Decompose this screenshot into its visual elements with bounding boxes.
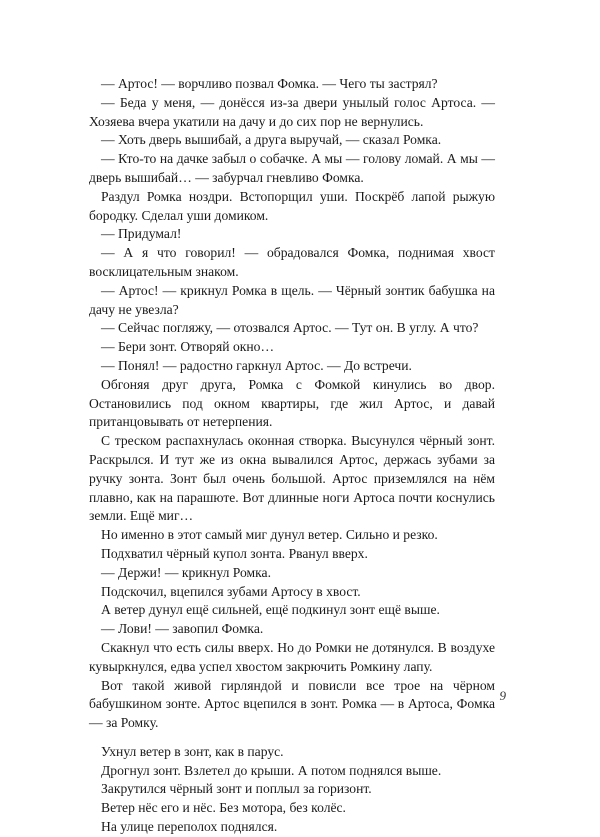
page-number: 9 — [499, 688, 506, 703]
paragraph: Обгоняя друг друга, Ромка с Фомкой кинулись во двор. Остановились под окном квартиры, где жил Артос, и давай пританцовывать от нетерпения. — [89, 376, 495, 430]
paragraph: — Придумал! — [101, 226, 182, 242]
paragraph: — А я что говорил! — обрадовался Фомка, поднимая хвост восклицательным знаком. — [89, 245, 495, 279]
paragraph: А ветер дунул ещё сильней, ещё подкинул зонт ещё выше. — [101, 602, 440, 618]
paragraph: Подхватил чёрный купол зонта. Рванул вверх. — [101, 545, 368, 561]
paragraph: Ухнул ветер в зонт, как в парус. — [101, 743, 284, 759]
paragraph: Раздул Ромка ноздри. Встопорщил уши. Поскрёб лапой рыжую бородку. Сделал уши домиком. — [89, 188, 495, 223]
paragraph: — Хоть дверь вышибай, а друга выручай, — сказал Ромка. — [101, 132, 442, 148]
body-text — [89, 75, 495, 837]
paragraph: Скакнул что есть силы вверх. Но до Ромки не дотянулся. В воздухе кувыркнулся, едва успел хвостом закрючить Ромкину лапу. — [89, 639, 495, 674]
paragraph: На улице переполох поднялся. — [101, 819, 278, 835]
paragraph: — Артос! — крикнул Ромка в щель. — Чёрный зонтик бабушка на дачу не увезла? — [89, 282, 495, 317]
paragraph: С треском распахнулась оконная створка. Высунулся чёрный зонт. Раскрылся. И тут же из окна вывалился Артос, держась зубами за ручку зонта. Зонт был очень большой. Артос приземлялся на нём плавно, как на парашюте. Вот длинные ноги Артоса почти коснулись земли. Ещё миг… — [89, 433, 495, 524]
paragraph: Ветер нёс его и нёс. Без мотора, без колёс. — [101, 800, 346, 816]
paragraph: — Кто-то на дачке забыл о собачке. А мы — голову ломай. А мы — дверь вышибай… — забурчал гневливо Фомка. — [89, 151, 495, 185]
paragraph: Вот такой живой гирляндой и повисли все трое на чёрном бабушкином зонте. Артос вцепился в зонт. Ромка — в Артоса, Фомка — за Ромку. — [89, 677, 495, 731]
paragraph: Дрогнул зонт. Взлетел до крыши. А потом поднялся выше. — [101, 762, 442, 778]
paragraph: — Бери зонт. Отворяй окно… — [101, 339, 275, 355]
paragraph: — Понял! — радостно гаркнул Артос. — До встречи. — [101, 357, 412, 373]
paragraph: Подскочил, вцепился зубами Артосу в хвост. — [101, 583, 361, 599]
paragraph: Но именно в этот самый миг дунул ветер. Сильно и резко. — [101, 527, 438, 543]
paragraph: — Беда у меня, — донёсся из-за двери унылый голос Артоса. — Хозяева вчера укатили на дачу и до сих пор не вернулись. — [89, 94, 495, 129]
paragraph: — Держи! — крикнул Ромка. — [101, 564, 271, 580]
paragraph: — Сейчас погляжу, — отозвался Артос. — Тут он. В углу. А что? — [101, 320, 479, 336]
paragraph: — Артос! — ворчливо позвал Фомка. — Чего ты застрял? — [101, 76, 438, 91]
paragraph: Закрутился чёрный зонт и поплыл за горизонт. — [101, 781, 372, 797]
paragraph: — Лови! — завопил Фомка. — [101, 621, 264, 637]
